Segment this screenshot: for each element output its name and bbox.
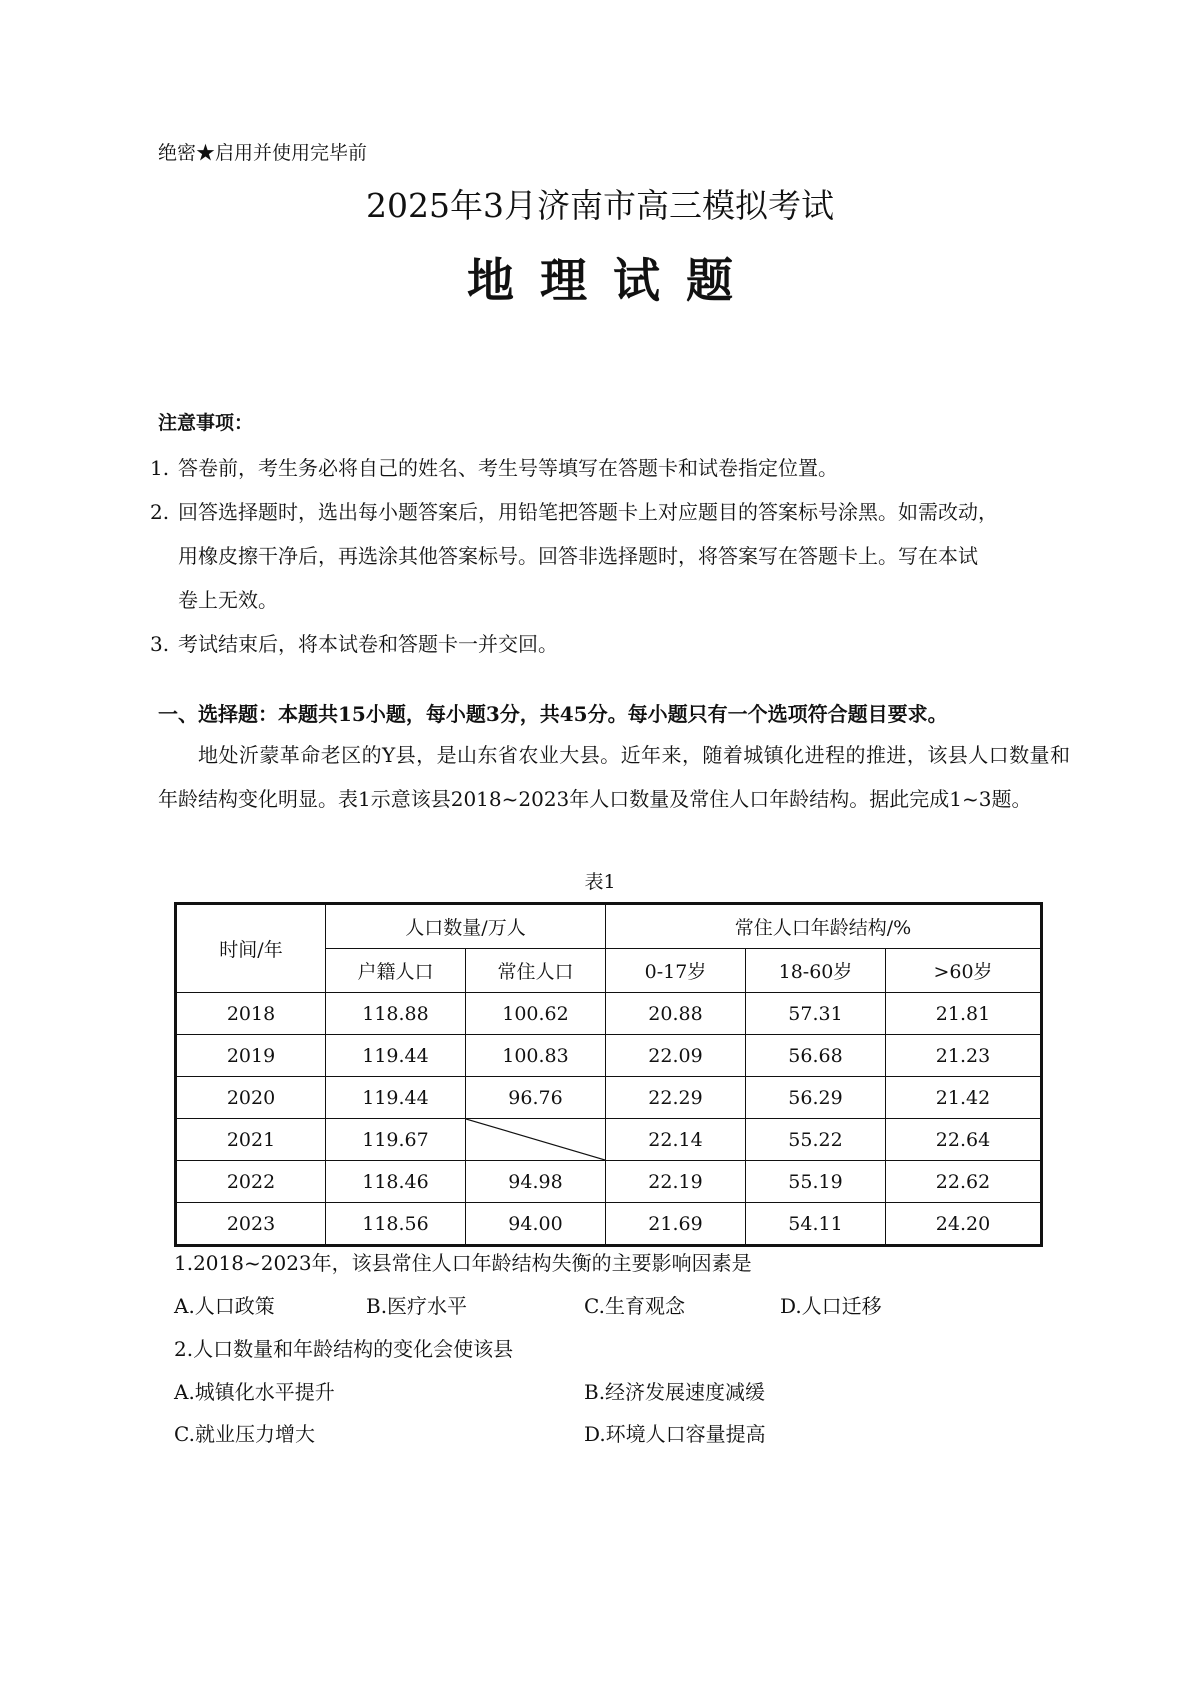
- table-cell: 55.22: [746, 1119, 886, 1161]
- table-cell-empty-diagonal: [466, 1119, 606, 1161]
- table-row: [176, 993, 1042, 1035]
- table-cell: 22.29: [606, 1077, 746, 1119]
- table-cell: 56.68: [746, 1035, 886, 1077]
- table-cell: 24.20: [886, 1203, 1042, 1246]
- question-2-option-c: C.就业压力增大: [174, 1422, 315, 1446]
- table-row: [176, 1203, 1042, 1246]
- header-age-60plus: >60岁: [886, 949, 1042, 993]
- header-age-0-17: 0-17岁: [606, 949, 746, 993]
- question-2-option-d: D.环境人口容量提高: [584, 1422, 766, 1446]
- table-cell: 2018: [176, 993, 326, 1035]
- notice-line: 回答选择题时，选出每小题答案后，用铅笔把答题卡上对应题目的答案标号涂黑。如需改动，: [178, 500, 998, 524]
- table-row: [176, 1161, 1042, 1203]
- table-cell: 2023: [176, 1203, 326, 1246]
- notice-item-number: 2.: [150, 500, 170, 524]
- table-row: [176, 1119, 1042, 1161]
- notice-item-2: [150, 490, 1070, 622]
- table-row: [176, 1077, 1042, 1119]
- passage-text: 地处沂蒙革命老区的Y县，是山东省农业大县。近年来，随着城镇化进程的推进，该县人口数量和年龄结构变化明显。表1示意该县2018~2023年人口数量及常住人口年龄结构。据此完成1~3题。: [158, 743, 1070, 811]
- header-registered: 户籍人口: [326, 949, 466, 993]
- section-heading: 一、选择题：本题共15小题，每小题3分，共45分。每小题只有一个选项符合题目要求。: [158, 702, 948, 726]
- notice-line: 答卷前，考生务必将自己的姓名、考生号等填写在答题卡和试卷指定位置。: [178, 456, 838, 480]
- table-cell: 21.23: [886, 1035, 1042, 1077]
- notice-heading: 注意事项：: [158, 412, 254, 434]
- confidential-label: 绝密★启用并使用完毕前: [158, 142, 368, 164]
- table-cell: 2019: [176, 1035, 326, 1077]
- header-population-group: 人口数量/万人: [326, 904, 606, 949]
- question-1-option-c: C.生育观念: [584, 1294, 685, 1318]
- table-cell: 118.46: [326, 1161, 466, 1203]
- table-cell: 2022: [176, 1161, 326, 1203]
- notice-line: 用橡皮擦干净后，再选涂其他答案标号。回答非选择题时，将答案写在答题卡上。写在本试: [178, 544, 978, 568]
- table-cell: 119.44: [326, 1077, 466, 1119]
- table-cell: 100.62: [466, 993, 606, 1035]
- table-cell: 21.81: [886, 993, 1042, 1035]
- table-cell: 22.19: [606, 1161, 746, 1203]
- question-1-option-b: B.医疗水平: [366, 1294, 468, 1318]
- table-cell: 94.98: [466, 1161, 606, 1203]
- table-cell: 119.44: [326, 1035, 466, 1077]
- population-table: [174, 902, 1043, 1247]
- table-cell: 21.69: [606, 1203, 746, 1246]
- table-caption: 表1: [584, 871, 616, 893]
- table-cell: 2020: [176, 1077, 326, 1119]
- notice-item-number: 1.: [150, 456, 170, 480]
- table-cell: 22.14: [606, 1119, 746, 1161]
- table-cell: 20.88: [606, 993, 746, 1035]
- table-cell: 118.88: [326, 993, 466, 1035]
- table-cell: 57.31: [746, 993, 886, 1035]
- table-cell: 96.76: [466, 1077, 606, 1119]
- table-cell: 2021: [176, 1119, 326, 1161]
- question-2-option-b: B.经济发展速度减缓: [584, 1380, 766, 1404]
- header-time: 时间/年: [176, 904, 326, 993]
- question-2-option-a: A.城镇化水平提升: [174, 1380, 335, 1404]
- question-1-stem: 1.2018~2023年，该县常住人口年龄结构失衡的主要影响因素是: [174, 1251, 752, 1275]
- table-cell: 94.00: [466, 1203, 606, 1246]
- table-cell: 22.09: [606, 1035, 746, 1077]
- notice-line: 卷上无效。: [178, 588, 278, 612]
- exam-title: 2025年3月济南市高三模拟考试: [366, 186, 834, 225]
- notice-item-3: [150, 622, 1070, 666]
- question-1-option-d: D.人口迁移: [780, 1294, 882, 1318]
- diagonal-line: [466, 1119, 605, 1160]
- subject-title: 地理试题: [467, 254, 759, 309]
- question-1-option-a: A.人口政策: [174, 1294, 275, 1318]
- table-cell: 22.64: [886, 1119, 1042, 1161]
- table-cell: 118.56: [326, 1203, 466, 1246]
- notice-item-number: 3.: [150, 632, 170, 656]
- notice-line: 考试结束后，将本试卷和答题卡一并交回。: [178, 632, 558, 656]
- header-resident: 常住人口: [466, 949, 606, 993]
- table-cell: 55.19: [746, 1161, 886, 1203]
- notice-item-1: [150, 446, 1070, 490]
- table-cell: 22.62: [886, 1161, 1042, 1203]
- table-cell: 56.29: [746, 1077, 886, 1119]
- table-cell: 119.67: [326, 1119, 466, 1161]
- table-cell: 54.11: [746, 1203, 886, 1246]
- table-row: [176, 1035, 1042, 1077]
- header-age-group: 常住人口年龄结构/%: [606, 904, 1042, 949]
- question-2-stem: 2.人口数量和年龄结构的变化会使该县: [174, 1337, 514, 1361]
- table-cell: 100.83: [466, 1035, 606, 1077]
- table-cell: 21.42: [886, 1077, 1042, 1119]
- header-age-18-60: 18-60岁: [746, 949, 886, 993]
